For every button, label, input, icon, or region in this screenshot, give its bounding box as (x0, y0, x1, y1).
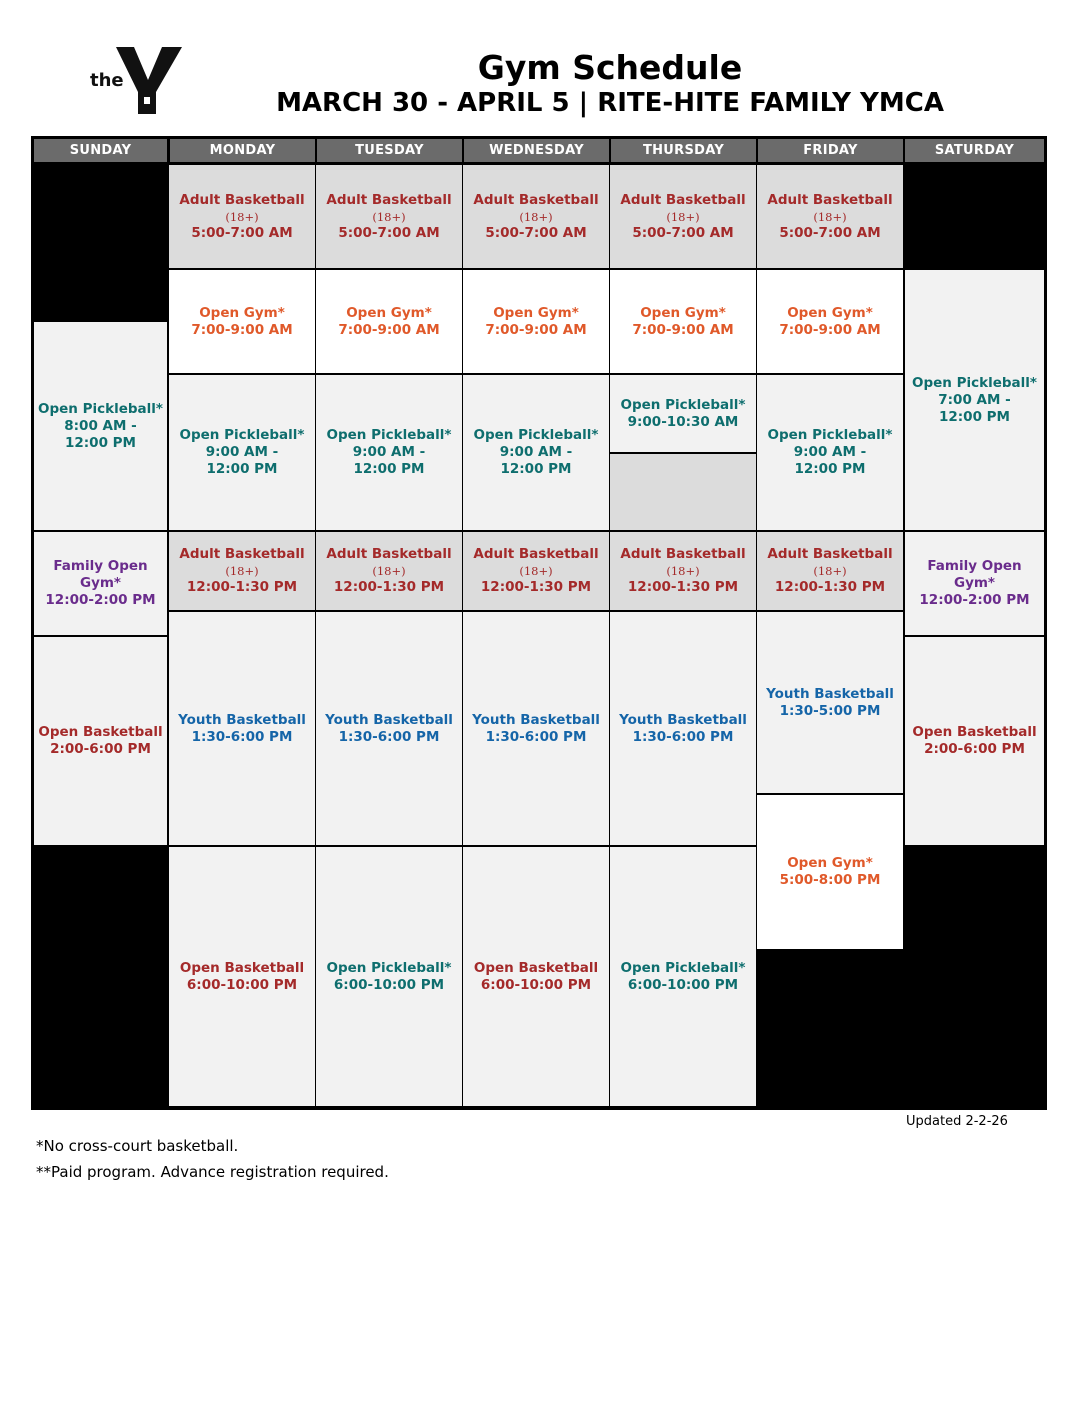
event-time: 5:00-7:00 AM (485, 224, 587, 241)
footnote-1: *No cross-court basketball. (36, 1137, 239, 1155)
event-time: 12:00-1:30 PM (774, 579, 886, 595)
event-label: Open Pickleball* (912, 374, 1037, 391)
monday-youth-basketball (168, 611, 316, 846)
sunday-family-open-gym (33, 531, 168, 636)
day-header-wednesday: WEDNESDAY (464, 139, 609, 162)
wednesday-open-pickleball (462, 374, 610, 531)
event-label: Youth Basketball (766, 685, 894, 702)
event-time: 7:00 AM - (938, 391, 1011, 408)
event-time: 12:00 PM (64, 434, 136, 451)
tuesday-open-gym (315, 269, 463, 374)
updated-date: Updated 2-2-26 (906, 1114, 1008, 1129)
age-label: (18+) (519, 209, 553, 224)
day-header-thursday: THURSDAY (611, 139, 756, 162)
event-label: Youth Basketball (325, 711, 453, 728)
event-time: 7:00-9:00 AM (485, 321, 587, 338)
monday-open-pickleball (168, 374, 316, 531)
age-label: (18+) (225, 209, 259, 224)
friday-open-gym (756, 269, 904, 374)
event-time: 9:00 AM - (499, 444, 573, 460)
event-time: 7:00-9:00 AM (632, 321, 734, 338)
day-header-sunday: SUNDAY (34, 139, 167, 162)
event-time: 8:00 AM - (64, 417, 137, 434)
tuesday-adult-basketball-am (315, 164, 463, 269)
saturday-open-pickleball (904, 269, 1045, 531)
thursday-open-pickleball (609, 374, 757, 453)
event-time: 12:00 PM (206, 461, 278, 477)
event-label: Family Open (927, 558, 1022, 574)
event-label: Open Gym* (787, 304, 873, 321)
friday-open-pickleball (756, 374, 904, 531)
monday-adult-basketball-pm (168, 531, 316, 611)
event-label: Open Pickleball* (38, 400, 163, 417)
event-label: Open Basketball (473, 959, 599, 976)
event-time: 5:00-7:00 AM (191, 224, 293, 241)
event-label: Open Basketball (179, 959, 305, 976)
event-time: 1:30-6:00 PM (485, 728, 587, 745)
event-time: 2:00-6:00 PM (50, 741, 151, 757)
sunday-open-basketball (33, 636, 168, 846)
event-label: Adult Basketball (620, 546, 746, 562)
event-time: 1:30-5:00 PM (779, 702, 881, 719)
event-label: Adult Basketball (620, 191, 746, 208)
event-label: Adult Basketball (473, 191, 599, 208)
event-time: 6:00-10:00 PM (480, 976, 592, 993)
event-label: Open Gym* (199, 304, 285, 321)
event-label: Open Gym* (346, 304, 432, 321)
event-label: Youth Basketball (178, 711, 306, 728)
event-time: 5:00-8:00 PM (779, 872, 881, 888)
monday-open-gym (168, 269, 316, 374)
day-header-friday: FRIDAY (758, 139, 903, 162)
event-label: Open Pickleball* (179, 427, 305, 443)
event-time: 2:00-6:00 PM (924, 741, 1025, 757)
event-label: Adult Basketball (473, 546, 599, 562)
day-header-monday: MONDAY (170, 139, 315, 162)
event-time: 12:00 PM (353, 461, 425, 477)
sunday-open-pickleball (33, 321, 168, 531)
event-time: 7:00-9:00 AM (338, 321, 440, 338)
friday-youth-basketball (756, 611, 904, 794)
event-label: Open Pickleball* (326, 959, 452, 976)
saturday-family-open-gym (904, 531, 1045, 636)
event-time: 12:00-1:30 PM (627, 579, 739, 595)
day-header-saturday: SATURDAY (905, 139, 1044, 162)
event-time: 12:00-1:30 PM (333, 579, 445, 595)
age-label: (18+) (225, 564, 259, 578)
monday-adult-basketball-am (168, 164, 316, 269)
wednesday-adult-basketball-am (462, 164, 610, 269)
page-title: Gym Schedule (477, 48, 743, 87)
logo-text: the (90, 70, 124, 91)
age-label: (18+) (372, 209, 406, 224)
event-time: 12:00 PM (794, 461, 866, 477)
ymca-logo (86, 42, 196, 117)
tuesday-open-pickleball (315, 374, 463, 531)
event-label: Family Open (53, 558, 148, 574)
schedule-grid (31, 136, 1047, 1110)
event-time: 9:00-10:30 AM (627, 413, 739, 430)
event-label: Gym* (79, 575, 121, 591)
event-time: 12:00-1:30 PM (186, 579, 298, 595)
age-label: (18+) (813, 209, 847, 224)
event-label: Open Gym* (493, 304, 579, 321)
event-label: Open Pickleball* (767, 427, 893, 443)
event-time: 1:30-6:00 PM (338, 728, 440, 745)
event-label: Open Pickleball* (473, 427, 599, 443)
event-time: 5:00-7:00 AM (779, 224, 881, 241)
thursday-open-pickleball-pm (609, 846, 757, 1107)
event-time: 5:00-7:00 AM (632, 224, 734, 241)
event-label: Gym* (953, 575, 995, 591)
age-label: (18+) (666, 564, 700, 578)
thursday-adult-basketball-pm (609, 531, 757, 611)
event-time: 12:00-2:00 PM (45, 592, 156, 608)
event-label: Adult Basketball (326, 191, 452, 208)
event-time: 1:30-6:00 PM (191, 728, 293, 745)
tuesday-youth-basketball (315, 611, 463, 846)
tuesday-adult-basketball-pm (315, 531, 463, 611)
saturday-open-basketball (904, 636, 1045, 846)
friday-open-gym-pm (756, 794, 904, 950)
event-label: Adult Basketball (179, 191, 305, 208)
wednesday-open-gym (462, 269, 610, 374)
day-header-tuesday: TUESDAY (317, 139, 462, 162)
event-time: 6:00-10:00 PM (627, 976, 739, 993)
event-time: 7:00-9:00 AM (779, 321, 881, 338)
thursday-empty-slot (609, 453, 757, 531)
thursday-open-gym (609, 269, 757, 374)
event-time: 12:00-2:00 PM (919, 592, 1030, 608)
event-time: 1:30-6:00 PM (632, 728, 734, 745)
event-label: Adult Basketball (767, 191, 893, 208)
event-time: 12:00 PM (938, 408, 1010, 425)
age-label: (18+) (372, 564, 406, 578)
event-label: Open Gym* (787, 855, 873, 871)
monday-open-basketball (168, 846, 316, 1107)
friday-adult-basketball-pm (756, 531, 904, 611)
event-label: Open Basketball (38, 724, 163, 740)
event-time: 6:00-10:00 PM (333, 976, 445, 993)
page-subtitle: MARCH 30 - APRIL 5 | RITE-HITE FAMILY YMCA (276, 88, 944, 118)
tuesday-open-pickleball-pm (315, 846, 463, 1107)
event-label: Open Pickleball* (326, 427, 452, 443)
event-time: 7:00-9:00 AM (191, 321, 293, 338)
footnote-2: **Paid program. Advance registration required. (36, 1163, 389, 1181)
wednesday-open-basketball (462, 846, 610, 1107)
thursday-youth-basketball (609, 611, 757, 846)
friday-adult-basketball-am (756, 164, 904, 269)
event-label: Open Pickleball* (620, 959, 746, 976)
event-time: 12:00-1:30 PM (480, 579, 592, 595)
event-time: 12:00 PM (500, 461, 572, 477)
event-label: Youth Basketball (472, 711, 600, 728)
thursday-adult-basketball-am (609, 164, 757, 269)
event-time: 9:00 AM - (205, 444, 279, 460)
event-time: 6:00-10:00 PM (186, 976, 298, 993)
event-label: Youth Basketball (619, 711, 747, 728)
event-label: Adult Basketball (179, 546, 305, 562)
event-time: 9:00 AM - (352, 444, 426, 460)
event-label: Open Gym* (640, 304, 726, 321)
event-time: 5:00-7:00 AM (338, 224, 440, 241)
age-label: (18+) (666, 209, 700, 224)
event-label: Adult Basketball (767, 546, 893, 562)
event-label: Open Basketball (912, 724, 1037, 740)
wednesday-adult-basketball-pm (462, 531, 610, 611)
event-label: Adult Basketball (326, 546, 452, 562)
event-time: 9:00 AM - (793, 444, 867, 460)
age-label: (18+) (813, 564, 847, 578)
age-label: (18+) (519, 564, 553, 578)
wednesday-youth-basketball (462, 611, 610, 846)
event-label: Open Pickleball* (620, 396, 746, 413)
